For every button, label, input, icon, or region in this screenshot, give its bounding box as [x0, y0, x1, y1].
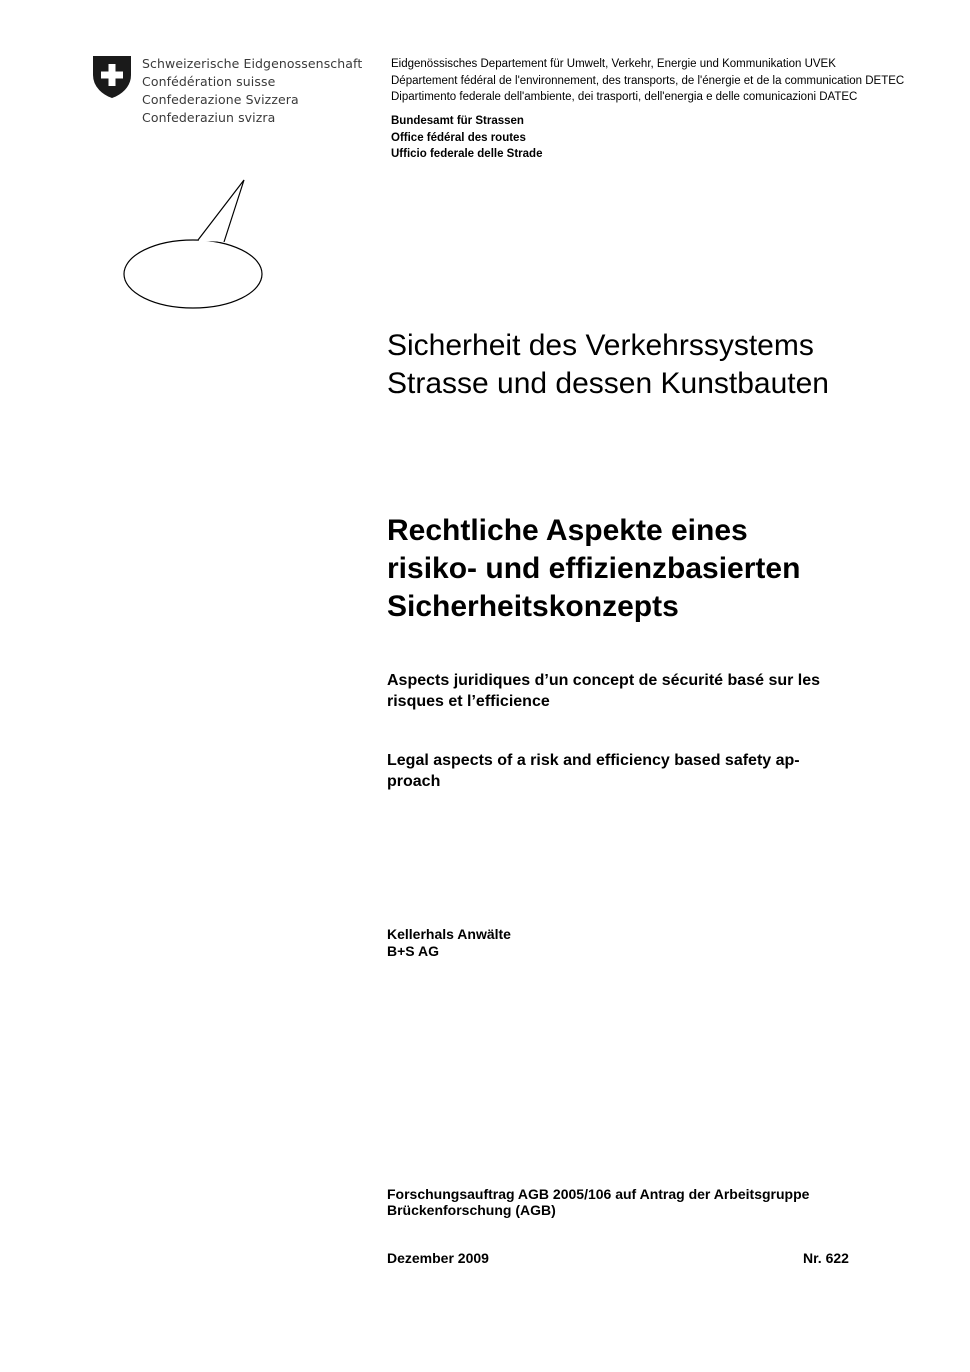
- office-name-it: Ufficio federale delle Strade: [391, 148, 543, 160]
- english-title: [387, 750, 800, 792]
- research-order: [387, 1186, 809, 1218]
- office-names: [391, 113, 542, 163]
- swiss-cross-shield-icon: [92, 55, 132, 99]
- department-name-it: Dipartimento federale dell'ambiente, dei trasporti, dell'energia e delle comunicazioni DATEC: [391, 91, 858, 103]
- french-title-line: risques et l’efficience: [387, 693, 550, 710]
- author-line: Kellerhals Anwälte: [387, 926, 511, 942]
- report-title: [387, 512, 800, 626]
- author-line: B+S AG: [387, 943, 439, 959]
- authors: [387, 926, 511, 960]
- confederation-names: [142, 55, 362, 127]
- french-title: [387, 670, 820, 712]
- confederation-name-it: Confederazione Svizzera: [142, 92, 299, 107]
- report-number: Nr. 622: [803, 1250, 849, 1266]
- english-title-line: Legal aspects of a risk and efficiency based safety ap-: [387, 752, 800, 769]
- department-names: [391, 56, 904, 106]
- page-title-line: Strasse und dessen Kunstbauten: [387, 367, 829, 400]
- research-order-line: Brückenforschung (AGB): [387, 1202, 556, 1218]
- report-title-line: Rechtliche Aspekte eines: [387, 514, 748, 547]
- confederation-name-rm: Confederaziun svizra: [142, 110, 276, 125]
- speech-bubble-icon: [118, 176, 270, 312]
- report-title-line: Sicherheitskonzepts: [387, 590, 679, 623]
- page-title-line: Sicherheit des Verkehrssystems: [387, 329, 814, 362]
- french-title-line: Aspects juridiques d’un concept de sécurité basé sur les: [387, 672, 821, 689]
- department-name-fr: Département fédéral de l'environnement, des transports, de l'énergie et de la communication DETEC: [391, 74, 905, 87]
- research-order-line: Forschungsauftrag AGB 2005/106 auf Antrag der Arbeitsgruppe: [387, 1186, 810, 1202]
- office-name-fr: Office fédéral des routes: [391, 131, 526, 144]
- confederation-name-de: Schweizerische Eidgenossenschaft: [142, 56, 363, 71]
- office-name-de: Bundesamt für Strassen: [391, 115, 524, 127]
- english-title-line: proach: [387, 773, 441, 790]
- department-name-de: Eidgenössisches Departement für Umwelt, Verkehr, Energie und Kommunikation UVEK: [391, 58, 836, 70]
- report-title-line: risiko- und effizienzbasierten: [387, 552, 801, 585]
- confederation-name-fr: Confédération suisse: [142, 74, 276, 89]
- publication-date: Dezember 2009: [387, 1250, 489, 1266]
- page-title: [387, 327, 829, 403]
